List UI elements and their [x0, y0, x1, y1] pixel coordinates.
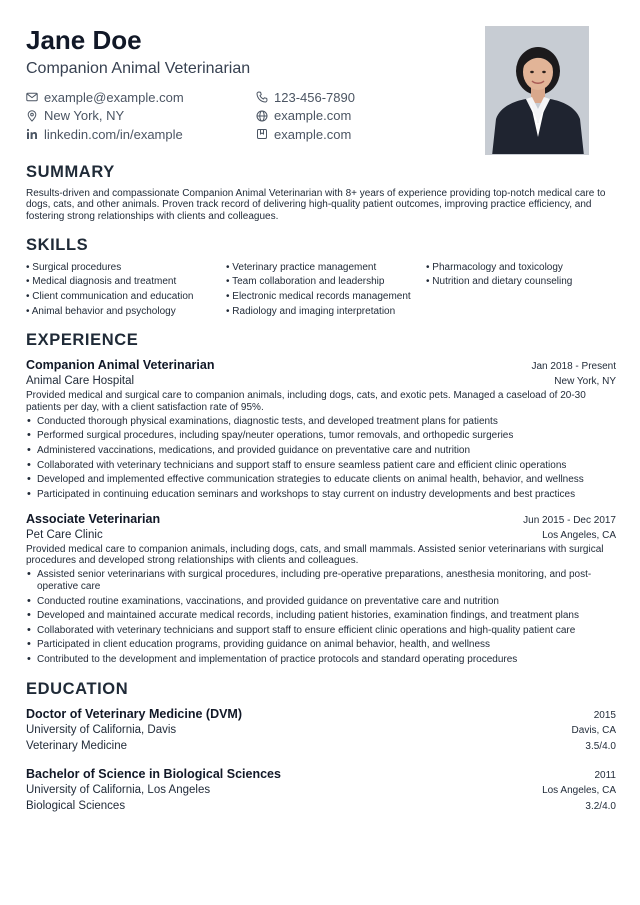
- portfolio-text: example.com: [274, 126, 352, 142]
- job-date: Jun 2015 - Dec 2017: [523, 514, 616, 526]
- summary-text: Results-driven and compassionate Companion Animal Veterinarian with 8+ years of experience providing top-notch medical care to dogs, cats, and other animals. Proven track record of delivering high-quality patient outcomes, improving practice efficiency, and fostering strong relationships with clients and colleagues.: [26, 187, 606, 223]
- summary-section: [26, 162, 616, 223]
- location-text: New York, NY: [44, 108, 125, 124]
- graduation-year: 2011: [594, 769, 616, 781]
- skill-item: • Pharmacology and toxicology: [426, 261, 616, 276]
- skill-item: • Team collaboration and leadership: [226, 275, 426, 290]
- skill-item: • Animal behavior and psychology: [26, 305, 226, 320]
- education-entry: [26, 706, 616, 754]
- job-bullet: • Conducted routine examinations, vaccinations, and provided guidance on preventative care and nutrition: [26, 596, 616, 608]
- skills-list: [26, 261, 616, 319]
- phone-icon: [256, 91, 268, 103]
- portrait-illustration: [486, 27, 589, 155]
- job-entry: [26, 357, 616, 500]
- gpa: 3.2/4.0: [585, 800, 616, 812]
- linkedin-icon: [26, 128, 38, 140]
- education-heading: EDUCATION: [26, 679, 129, 698]
- job-bullet: • Developed and implemented effective communication strategies to educate clients on animal health, behavior, and wellness: [26, 474, 616, 486]
- job-description: Provided medical and surgical care to companion animals, including dogs, cats, and exotic pets. Managed a caseload of 20-30 patients per day, with a client satisfaction rate of 95%.: [26, 390, 586, 414]
- job-bullet: • Assisted senior veterinarians with surgical procedures, including pre-operative preparations, anesthesia monitoring, and post-operative care: [26, 569, 616, 593]
- skills-section: [26, 235, 616, 319]
- job-bullet: • Performed surgical procedures, including spay/neuter operations, tumor removals, and orthopedic surgeries: [26, 430, 616, 442]
- candidate-title: Companion Animal Veterinarian: [26, 60, 251, 77]
- experience-heading: EXPERIENCE: [26, 331, 139, 350]
- education-entry: [26, 766, 616, 814]
- job-role: Companion Animal Veterinarian: [26, 358, 215, 373]
- contact-linkedin[interactable]: [26, 125, 256, 144]
- degree: Bachelor of Science in Biological Sciences: [26, 766, 281, 781]
- candidate-name: Jane Doe: [26, 25, 142, 55]
- school: University of California, Los Angeles: [26, 783, 211, 796]
- job-bullet: • Collaborated with veterinary technicians and support staff to ensure seamless patient care and efficient clinic operations: [26, 460, 616, 472]
- linkedin-text: linkedin.com/in/example: [44, 126, 183, 142]
- education-section: [26, 679, 616, 814]
- contact-email[interactable]: [26, 88, 256, 107]
- summary-heading: SUMMARY: [26, 162, 115, 181]
- job-bullet: • Developed and maintained accurate medical records, including patient histories, examination findings, and treatment plans: [26, 610, 616, 622]
- globe-icon: [256, 110, 268, 122]
- contact-location: [26, 107, 256, 126]
- skill-item: • Medical diagnosis and treatment: [26, 275, 226, 290]
- skill-item: • Nutrition and dietary counseling: [426, 275, 616, 290]
- field-of-study: Biological Sciences: [26, 799, 126, 812]
- job-company: Animal Care Hospital: [26, 375, 135, 388]
- graduation-year: 2015: [593, 709, 616, 721]
- job-date: Jan 2018 - Present: [531, 361, 616, 373]
- school: University of California, Davis: [26, 723, 177, 736]
- skill-item: • Client communication and education: [26, 290, 226, 305]
- contact-website[interactable]: [256, 107, 456, 126]
- contact-portfolio[interactable]: [256, 125, 456, 144]
- job-bullet: • Contributed to the development and implementation of practice protocols and standard operating procedures: [26, 654, 616, 666]
- job-bullets: [26, 416, 616, 501]
- school-location: Los Angeles, CA: [542, 784, 616, 796]
- skill-item: • Radiology and imaging interpretation: [226, 305, 426, 320]
- skills-heading: SKILLS: [26, 235, 89, 254]
- phone-text: 123-456-7890: [274, 89, 355, 105]
- mail-icon: [26, 91, 38, 103]
- job-company: Pet Care Clinic: [26, 528, 103, 541]
- skill-item: • Surgical procedures: [26, 261, 226, 276]
- job-description: Provided medical care to companion animals, including dogs, cats, and small mammals. Assisted senior veterinarians with surgical procedures and developed strong relationships with clients and colleagues.: [26, 543, 604, 567]
- job-bullet: • Administered vaccinations, medications, and provided guidance on preventative care and nutrition: [26, 445, 616, 457]
- job-bullet: • Collaborated with veterinary technicians and support staff to ensure efficient clinic operations and high-quality patient care: [26, 625, 616, 637]
- field-of-study: Veterinary Medicine: [26, 739, 127, 752]
- job-entry: [26, 511, 616, 666]
- job-location: New York, NY: [554, 376, 616, 388]
- job-bullet: • Participated in client education programs, providing guidance on animal behavior, health, and wellness: [26, 639, 616, 651]
- email-text: example@example.com: [44, 89, 184, 105]
- job-bullets: [26, 569, 616, 666]
- school-location: Davis, CA: [571, 724, 616, 736]
- skill-item: • Electronic medical records management: [226, 290, 426, 305]
- gpa: 3.5/4.0: [585, 740, 616, 752]
- job-location: Los Angeles, CA: [542, 529, 616, 541]
- degree: Doctor of Veterinary Medicine (DVM): [26, 706, 243, 721]
- bookmark-icon: [256, 128, 268, 140]
- job-role: Associate Veterinarian: [26, 511, 161, 526]
- profile-photo: [485, 26, 589, 155]
- website-text: example.com: [274, 108, 352, 124]
- job-bullet: • Participated in continuing education seminars and workshops to stay current on industry developments and best practices: [26, 489, 616, 501]
- experience-section: [26, 330, 616, 666]
- job-bullet: • Conducted thorough physical examinations, diagnostic tests, and developed treatment plans for patients: [26, 416, 616, 428]
- skill-empty: [426, 290, 616, 305]
- location-pin-icon: [26, 110, 38, 122]
- skill-item: • Veterinary practice management: [226, 261, 426, 276]
- contact-phone[interactable]: [256, 88, 456, 107]
